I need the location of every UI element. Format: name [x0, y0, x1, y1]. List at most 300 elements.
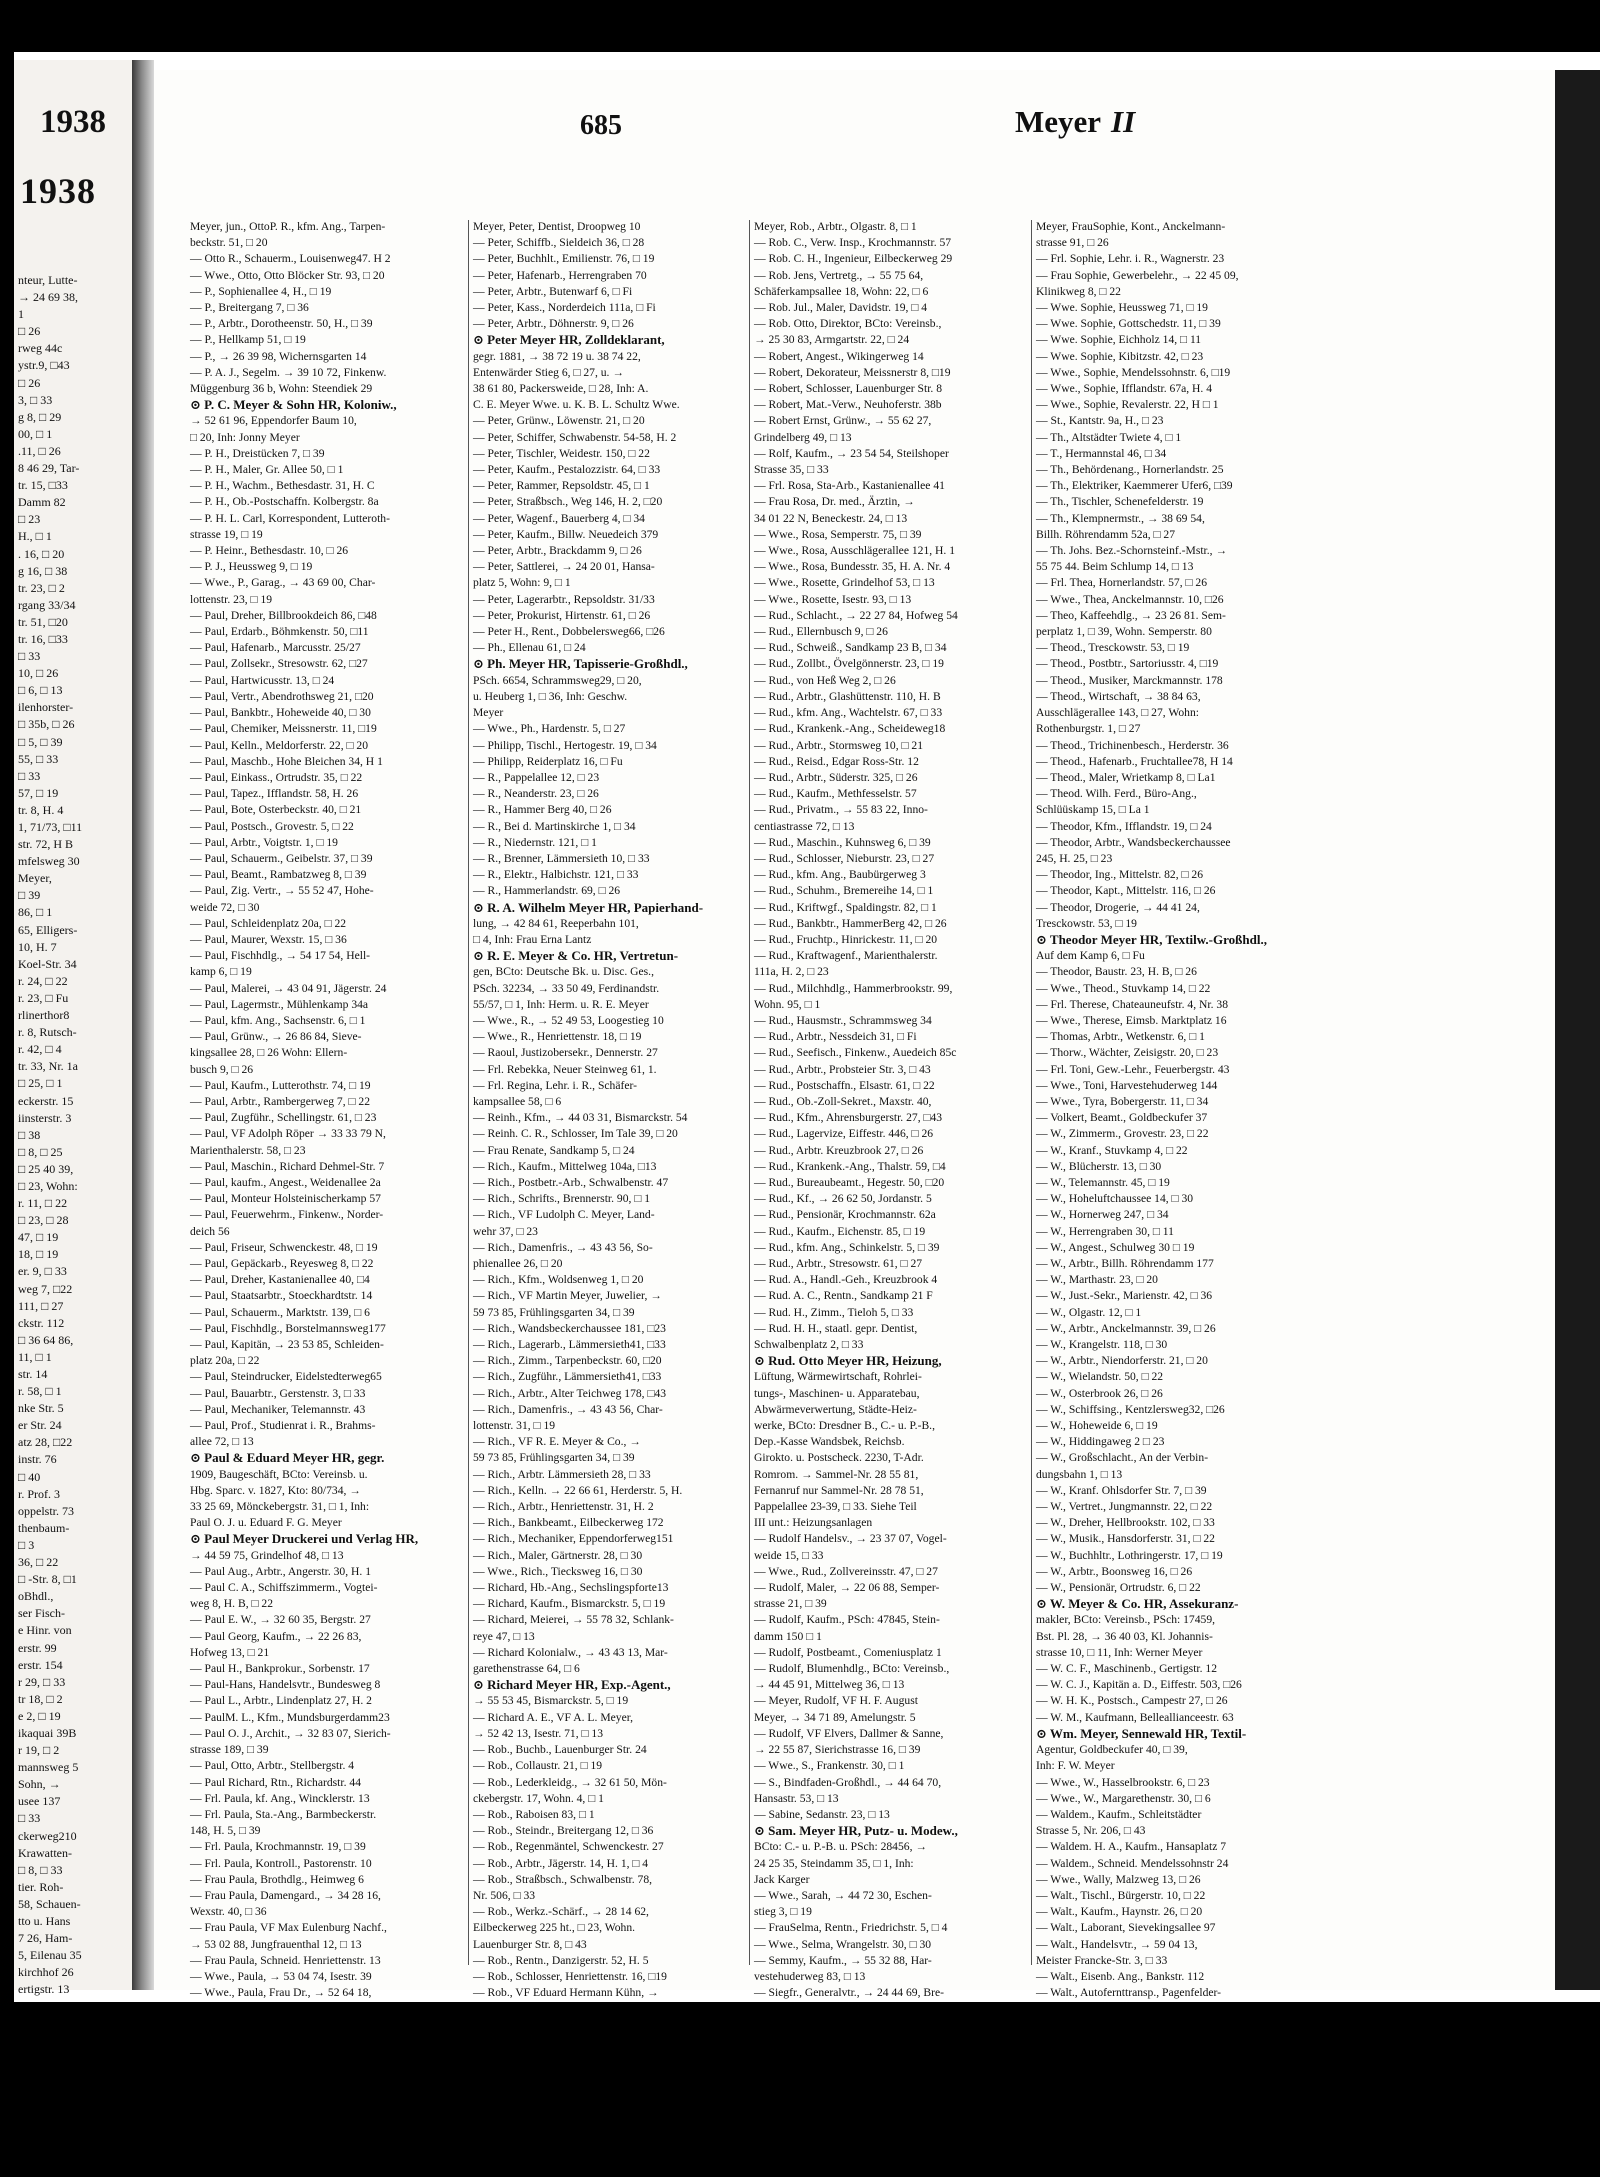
- directory-entry-line: — Peter, Arbtr., Butenwarf 6, □ Fi: [473, 284, 633, 298]
- directory-entry-line: — Philipp, Reiderplatz 16, □ Fu: [473, 754, 623, 768]
- directory-entry-line: — Walt., Handelsvtr., → 59 04 13,: [1036, 1937, 1198, 1951]
- directory-entry-line: — Wwe., Thea, Anckelmannstr. 10, □26: [1036, 592, 1224, 606]
- directory-entry-line: III unt.: Heizungsanlagen: [754, 1516, 873, 1530]
- previous-page-line: □ -Str. 8, □1: [18, 1572, 77, 1587]
- directory-entry-line: reye 47, □ 13: [473, 1629, 535, 1643]
- directory-entry-line: weg 8, H. B, □ 22: [190, 1597, 274, 1611]
- directory-entry-line: — Paul, Fischhdlg., → 54 17 54, Hell-: [190, 949, 371, 963]
- previous-page-line: 11, □ 1: [18, 1349, 52, 1364]
- previous-page-line: ilenhorster-: [18, 700, 74, 715]
- previous-page-line: Sohn, →: [18, 1777, 61, 1792]
- directory-entry-line: — Peter, Sattlerei, → 24 20 01, Hansa-: [473, 560, 655, 574]
- previous-page-line: mfelsweg 30: [18, 854, 80, 869]
- previous-page-line: 7 26, Ham-: [18, 1931, 73, 1946]
- directory-entry-line: Billh. Röhrendamm 52a, □ 27: [1036, 527, 1176, 541]
- directory-entry-line: — Peter H., Rent., Dobbelersweg66, □26: [473, 625, 665, 639]
- directory-entry-line: gegr. 1881, → 38 72 19 u. 38 74 22,: [473, 349, 641, 363]
- directory-entry-line: lung, → 42 84 61, Reeperbahn 101,: [473, 916, 639, 930]
- directory-entry-line: — Peter, Wagenf., Bauerberg 4, □ 34: [473, 511, 645, 525]
- directory-entry-line: — P. H., Wachm., Bethesdastr. 31, H. C: [190, 479, 375, 493]
- directory-entry-line: — Paul, Grünw., → 26 86 84, Sieve-: [190, 1030, 362, 1044]
- directory-entry-line: — S., Bindfaden-Großhdl., → 44 64 70,: [754, 1775, 942, 1789]
- directory-entry-line: Wexstr. 40, □ 36: [190, 1905, 267, 1919]
- previous-page-line: tr. 15, □33: [18, 478, 68, 493]
- previous-page-line: □ 3: [18, 1537, 35, 1552]
- previous-page-line: . 16, □ 20: [18, 546, 65, 561]
- directory-entry-line: — Frau Paula, Brothdlg., Heimweg 6: [190, 1872, 364, 1886]
- previous-page-line: Koel-Str. 34: [18, 956, 77, 971]
- directory-entry-line: — Rud., Hausmstr., Schrammsweg 34: [754, 1013, 932, 1027]
- previous-page-line: ckerweg210: [18, 1828, 77, 1843]
- directory-entry-line: — Rud., Arbtr. Kreuzbrook 27, □ 26: [754, 1143, 924, 1157]
- directory-entry-line: — Wwe. Sophie, Kibitzstr. 42, □ 23: [1036, 349, 1204, 363]
- directory-entry-line: — W., Krangelstr. 118, □ 30: [1036, 1338, 1168, 1352]
- directory-entry-line: — Peter, Schiffb., Sieldeich 36, □ 28: [473, 236, 645, 250]
- directory-entry-line: Abwärmeverwertung, Städte-Heiz-: [754, 1402, 917, 1416]
- directory-entry-line: — Reinh. C. R., Schlosser, Im Tale 39, □ 20: [473, 1127, 678, 1141]
- directory-entry-line: — Walt., Tischl., Bürgerstr. 10, □ 22: [1036, 1888, 1206, 1902]
- directory-entry-line: — Wwe., W., Hasselbrookstr. 6, □ 23: [1036, 1775, 1210, 1789]
- previous-page-line: ckstr. 112: [18, 1315, 65, 1330]
- directory-entry-line: — Rud., Bureaubeamt., Hegestr. 50, □20: [754, 1175, 945, 1189]
- directory-entry-line: platz 5, Wohn: 9, □ 1: [473, 576, 571, 590]
- directory-entry-line: — Paul L., Arbtr., Lindenplatz 27, H. 2: [190, 1694, 372, 1708]
- directory-entry-line: — Wwe., Sophie, Mendelssohnstr. 6, □19: [1036, 365, 1231, 379]
- directory-entry-line: — Rob., Collaustr. 21, □ 19: [473, 1759, 603, 1773]
- previous-page-line: r. 58, □ 1: [18, 1384, 62, 1399]
- previous-page-line: e 2, □ 19: [18, 1708, 61, 1723]
- directory-entry-line: — Waldem., Schneid. Mendelssohnstr 24: [1036, 1856, 1229, 1870]
- directory-entry-line: damm 150 □ 1: [754, 1629, 822, 1643]
- directory-entry-line: perplatz 1, □ 39, Wohn. Semperstr. 80: [1036, 625, 1212, 639]
- directory-entry-line: — W., Marthastr. 23, □ 20: [1036, 1273, 1158, 1287]
- directory-entry-line: — Paul, Prof., Studienrat i. R., Brahms-: [190, 1419, 376, 1433]
- directory-entry-line: Dep.-Kasse Wandsbek, Reichsb.: [754, 1435, 905, 1449]
- directory-entry-line: — Rud., Fruchtp., Hinrickestr. 11, □ 20: [754, 932, 938, 946]
- directory-entry-line: — Paul O. J., Archit., → 32 83 07, Sierich-: [190, 1726, 391, 1740]
- previous-page-line: ikaquai 39B: [18, 1725, 77, 1740]
- directory-entry-line: — PaulM. L., Kfm., Mundsburgerdamm23: [190, 1710, 390, 1724]
- directory-entry-line: — Wwe. Sophie, Heussweg 71, □ 19: [1036, 301, 1208, 315]
- directory-entry-line: — Rud., Reisd., Edgar Ross-Str. 12: [754, 754, 919, 768]
- directory-entry-line: → 22 55 87, Sierichstrasse 16, □ 39: [754, 1743, 921, 1757]
- directory-entry-line: 34 01 22 N, Beneckestr. 24, □ 13: [754, 511, 908, 525]
- previous-page-line: 18, □ 19: [18, 1247, 59, 1262]
- directory-entry-line: busch 9, □ 26: [190, 1062, 254, 1076]
- directory-entry-line: — W. C. F., Maschinenb., Gertigstr. 12: [1036, 1662, 1218, 1676]
- directory-entry-line: — W., Zimmerm., Grovestr. 23, □ 22: [1036, 1127, 1209, 1141]
- directory-entry-line: — Rud., Bankbtr., HammerBerg 42, □ 26: [754, 916, 947, 930]
- directory-entry-line: — Peter, Straßbsch., Weg 146, H. 2, □20: [473, 495, 663, 509]
- previous-page-line: 10, H. 7: [18, 939, 57, 954]
- directory-entry-line: vestehuderweg 83, □ 13: [754, 1969, 866, 1983]
- directory-entry-line: 55 75 44. Beim Schlump 14, □ 13: [1036, 560, 1194, 574]
- directory-entry-line: Agentur, Goldbeckufer 40, □ 39,: [1036, 1743, 1188, 1757]
- directory-entry-line: — Rudolf, Postbeamt., Comeniusplatz 1: [754, 1645, 942, 1659]
- directory-entry-line: — R., Elektr., Halbichstr. 121, □ 33: [473, 868, 639, 882]
- directory-entry-line: — Rich., Arbtr. Lämmersieth 28, □ 33: [473, 1467, 651, 1481]
- previous-page-line: thenbaum-: [18, 1520, 70, 1535]
- directory-entry-line: — Paul, Arbtr., Voigtstr. 1, □ 19: [190, 835, 338, 849]
- directory-entry-line: — Paul, Bauarbtr., Gerstenstr. 3, □ 33: [190, 1386, 366, 1400]
- directory-entry-line: — Wwe., R., Henriettenstr. 18, □ 19: [473, 1030, 642, 1044]
- directory-entry-line: — Th., Klempnermstr., → 38 69 54,: [1036, 511, 1205, 525]
- directory-entry-line: — Rob., Arbtr., Jägerstr. 14, H. 1, □ 4: [473, 1856, 649, 1870]
- directory-entry-line: — Paul, Einkass., Ortrudstr. 35, □ 22: [190, 770, 363, 784]
- directory-entry-line: — P. H., Dreistücken 7, □ 39: [190, 446, 325, 460]
- directory-entry-line: 55/57, □ 1, Inh: Herm. u. R. E. Meyer: [473, 997, 649, 1011]
- directory-entry-line: — Wwe., Rosette, Grindelhof 53, □ 13: [754, 576, 935, 590]
- directory-entry-line: beckstr. 51, □ 20: [190, 236, 268, 250]
- directory-entry-line: — Wwe., Theod., Stuvkamp 14, □ 22: [1036, 981, 1211, 995]
- directory-entry-line: → 53 02 88, Jungfrauenthal 12, □ 13: [190, 1937, 362, 1951]
- directory-entry-line: — Walt., Laborant, Sievekingsallee 97: [1036, 1921, 1216, 1935]
- previous-page-line: eckerstr. 15: [18, 1093, 74, 1108]
- directory-entry-line: — Paul, Maschin., Richard Dehmel-Str. 7: [190, 1159, 385, 1173]
- directory-entry-line: Strasse 35, □ 33: [754, 463, 829, 477]
- directory-entry-line: — Theodor, Arbtr., Wandsbeckerchaussee: [1036, 835, 1231, 849]
- directory-entry-line: — P. H., Maler, Gr. Allee 50, □ 1: [190, 463, 344, 477]
- directory-entry-line: □ 4, Inh: Frau Erna Lantz: [473, 932, 592, 946]
- directory-entry-line: — Meyer, Rudolf, VF H. F. August: [754, 1694, 918, 1708]
- directory-entry-line: C. E. Meyer Wwe. u. K. B. L. Schultz Wwe.: [473, 398, 680, 412]
- directory-entry-line: — Wwe. Sophie, Eichholz 14, □ 11: [1036, 333, 1202, 347]
- directory-entry-line: weide 15, □ 33: [754, 1548, 824, 1562]
- previous-page-line: r 29, □ 33: [18, 1674, 66, 1689]
- directory-entry-line: — Ph., Ellenau 61, □ 24: [473, 641, 586, 655]
- directory-entry-line: — Rud., Kfm., Ahrensburgerstr. 27, □43: [754, 1111, 943, 1125]
- previous-page-line: 65, Elligers-: [18, 922, 78, 937]
- previous-page-line: erstr. 99: [18, 1640, 57, 1655]
- directory-entry-line: — Rud. A., Handl.-Geh., Kreuzbrook 4: [754, 1273, 938, 1287]
- entry-column-2: [473, 219, 745, 2099]
- directory-entry-line: — Frau Renate, Sandkamp 5, □ 24: [473, 1143, 635, 1157]
- previous-page-line: r. 24, □ 22: [18, 973, 68, 988]
- directory-entry-line: — Frl. Rebekka, Neuer Steinweg 61, 1.: [473, 1062, 657, 1076]
- directory-entry-line: — Paul, Fischhdlg., Borstelmannsweg177: [190, 1321, 386, 1335]
- previous-page-line: H., □ 1: [18, 529, 52, 544]
- directory-entry-line: — Rich., Maler, Gärtnerstr. 28, □ 30: [473, 1548, 643, 1562]
- directory-entry-line: — Rich., Damenfris., → 43 43 56, Char-: [473, 1402, 663, 1416]
- directory-entry-line: Lauenburger Str. 8, □ 43: [473, 1937, 587, 1951]
- previous-page-line: g 16, □ 38: [18, 563, 68, 578]
- directory-entry-line: — Rud., Ob.-Zoll-Sekret., Maxstr. 40,: [754, 1094, 932, 1108]
- previous-page-line: weg 7, □22: [18, 1281, 73, 1296]
- directory-entry-line: Meyer, FrauSophie, Kont., Anckelmann-: [1036, 220, 1226, 233]
- directory-entry-line: — Rud., Lagervize, Eiffestr. 446, □ 26: [754, 1127, 934, 1141]
- directory-entry-line: — Wwe., Wally, Malzweg 13, □ 26: [1036, 1872, 1201, 1886]
- directory-entry-line: — Rich., Damenfris., → 43 43 56, So-: [473, 1240, 653, 1254]
- directory-entry-line: — Theod., Postbtr., Sartoriusstr. 4, □19: [1036, 657, 1219, 671]
- firm-entry-line: ⊙ Sam. Meyer HR, Putz- u. Modew.,: [754, 1823, 958, 1839]
- directory-entry-line: Lüftung, Wärmewirtschaft, Rohrlei-: [754, 1370, 922, 1384]
- directory-entry-line: — Rob., Lederkleidg., → 32 61 50, Mön-: [473, 1775, 667, 1789]
- directory-entry-line: — Rich., Kelln. → 22 66 61, Herderstr. 5, H.: [473, 1483, 683, 1497]
- directory-entry-line: — Peter, Tischler, Weidestr. 150, □ 22: [473, 446, 650, 460]
- directory-entry-line: — Rolf, Kaufm., → 23 54 54, Steilshoper: [754, 446, 949, 460]
- entry-column-1: [190, 219, 462, 2115]
- directory-entry-line: — Wwe., S., Frankenstr. 30, □ 1: [754, 1759, 905, 1773]
- directory-entry-line: — Rud. A. C., Rentn., Sandkamp 21 F: [754, 1289, 933, 1303]
- directory-entry-line: — Wwe., Sophie, Revalerstr. 22, H □ 1: [1036, 398, 1219, 412]
- previous-page-line: □ 36 64 86,: [18, 1332, 74, 1347]
- directory-entry-line: — Frl. Toni, Gew.-Lehr., Feuerbergstr. 43: [1036, 1062, 1230, 1076]
- directory-entry-line: Meister Francke-Str. 3, □ 33: [1036, 1953, 1168, 1967]
- previous-page-line: rgang 33/34: [18, 597, 76, 612]
- previous-page-line: ertigstr. 13: [18, 1982, 70, 1997]
- directory-entry-line: — P., Sophienallee 4, H., □ 19: [190, 284, 332, 298]
- directory-entry-line: — Peter, Kaufm., Billw. Neuedeich 379: [473, 527, 659, 541]
- directory-entry-line: — Paul, VF Adolph Röper → 33 33 79 N,: [190, 1127, 386, 1141]
- directory-entry-line: Klinikweg 8, □ 22: [1036, 284, 1121, 298]
- directory-entry-line: Nr. 506, □ 33: [473, 1888, 536, 1902]
- previous-page-line: atz 28, □22: [18, 1435, 73, 1450]
- firm-entry-line: ⊙ R. A. Wilhelm Meyer HR, Papierhand-: [473, 899, 704, 915]
- book-gutter: [132, 60, 154, 1990]
- directory-entry-line: — Paul, Postsch., Grovestr. 5, □ 22: [190, 819, 354, 833]
- directory-entry-line: — Theod., Trichinenbesch., Herderstr. 36: [1036, 738, 1229, 752]
- directory-entry-line: — Rich., Arbtr., Henriettenstr. 31, H. 2: [473, 1500, 654, 1514]
- directory-entry-line: tungs-, Maschinen- u. Apparatebau,: [754, 1386, 920, 1400]
- directory-entry-line: — Rich., Kaufm., Mittelweg 104a, □13: [473, 1159, 657, 1173]
- directory-entry-line: — W., Musik., Hansdorferstr. 31, □ 22: [1036, 1532, 1215, 1546]
- previous-page-line: □ 6, □ 13: [18, 683, 63, 698]
- directory-entry-line: — Paul, Malerei, → 43 04 91, Jägerstr. 24: [190, 981, 387, 995]
- directory-entry-line: — Frl. Paula, Sta.-Ang., Barmbeckerstr.: [190, 1807, 377, 1821]
- directory-entry-line: — Volkert, Beamt., Goldbeckufer 37: [1036, 1111, 1208, 1125]
- directory-entry-line: — Paul, Hafenarb., Marcusstr. 25/27: [190, 641, 361, 655]
- directory-entry-line: — W., Herrengraben 30, □ 11: [1036, 1224, 1174, 1238]
- directory-entry-line: — Paul, Maschb., Hohe Bleichen 34, H 1: [190, 754, 383, 768]
- directory-entry-line: — Frl. Sophie, Lehr. i. R., Wagnerstr. 23: [1036, 252, 1225, 266]
- directory-entry-line: — Paul Richard, Rtn., Richardstr. 44: [190, 1775, 361, 1789]
- directory-entry-line: u. Heuberg 1, □ 36, Inh: Geschw.: [473, 689, 628, 703]
- directory-entry-line: — Rob. C., Verw. Insp., Krochmannstr. 57: [754, 236, 952, 250]
- previous-page-line: r. 11, □ 22: [18, 1196, 68, 1211]
- directory-entry-line: Hbg. Sparc. v. 1827, Kto: 80/734, →: [190, 1483, 361, 1497]
- directory-entry-line: — Richard, Meierei, → 55 78 32, Schlank-: [473, 1613, 674, 1627]
- directory-entry-line: — Paul, Chemiker, Meissnerstr. 11, □19: [190, 722, 377, 736]
- directory-entry-line: — Frl. Thea, Hornerlandstr. 57, □ 26: [1036, 576, 1208, 590]
- directory-entry-line: — R., Pappelallee 12, □ 23: [473, 770, 600, 784]
- previous-page-line: 111, □ 27: [18, 1298, 64, 1313]
- previous-page-line: Meyer,: [18, 871, 52, 886]
- directory-entry-line: — W., Olgastr. 12, □ 1: [1036, 1305, 1142, 1319]
- directory-entry-line: strasse 19, □ 19: [190, 527, 263, 541]
- previous-page-line: 36, □ 22: [18, 1555, 59, 1570]
- directory-entry-line: — Rich., Postbetr.-Arb., Schwalbenstr. 47: [473, 1175, 669, 1189]
- directory-entry-line: PSch. 32234, → 33 50 49, Ferdinandstr.: [473, 981, 660, 995]
- directory-entry-line: werke, BCto: Dresdner B., C.- u. P.-B.,: [754, 1419, 935, 1433]
- directory-entry-line: — Rud., Seefisch., Finkenw., Auedeich 85c: [754, 1046, 957, 1060]
- directory-entry-line: — Paul, Friseur, Schwenckestr. 48, □ 19: [190, 1240, 378, 1254]
- previous-page-line: tr. 16, □33: [18, 631, 68, 646]
- directory-entry-line: — W., Kranf. Ohlsdorfer Str. 7, □ 39: [1036, 1483, 1207, 1497]
- directory-entry-line: — Rich., VF Ludolph C. Meyer, Land-: [473, 1208, 655, 1222]
- directory-entry-line: — Frl. Paula, Kontroll., Pastorenstr. 10: [190, 1856, 372, 1870]
- directory-entry-line: — Rich., Bankbeamt., Eilbeckerweg 172: [473, 1516, 664, 1530]
- directory-entry-line: — P., Arbtr., Dorotheenstr. 50, H., □ 39: [190, 317, 373, 331]
- directory-entry-line: — Richard, Hb.-Ang., Sechslingspforte13: [473, 1581, 669, 1595]
- previous-page-line: ser Fisch-: [18, 1606, 65, 1621]
- directory-entry-line: — Rob., Regenmäntel, Schwenckestr. 27: [473, 1840, 664, 1854]
- directory-entry-line: — Theodor, Baustr. 23, H. B, □ 26: [1036, 965, 1197, 979]
- directory-entry-line: — Wwe., Sophie, Ifflandstr. 67a, H. 4: [1036, 382, 1213, 396]
- previous-page-line: □ 5, □ 39: [18, 734, 63, 749]
- directory-entry-line: — Theodor, Kfm., Ifflandstr. 19, □ 24: [1036, 819, 1212, 833]
- directory-entry-line: Schlüüskamp 15, □ La 1: [1036, 803, 1150, 817]
- previous-page-line: tr. 8, H. 4: [18, 802, 64, 817]
- directory-entry-line: stieg 3, □ 19: [754, 1905, 812, 1919]
- previous-page-line: mannsweg 5: [18, 1760, 79, 1775]
- directory-entry-line: — P., Hellkamp 51, □ 19: [190, 333, 306, 347]
- directory-entry-line: — Frl. Paula, Krochmannstr. 19, □ 39: [190, 1840, 366, 1854]
- directory-entry-line: — Frl. Rosa, Sta-Arb., Kastanienallee 41: [754, 479, 945, 493]
- directory-entry-line: — Siegfr., Generalvtr., → 24 44 69, Bre-: [754, 1986, 944, 2000]
- previous-page-line: r. 42, □ 4: [18, 1042, 62, 1057]
- directory-entry-line: — Peter, Buchhlt., Emilienstr. 76, □ 19: [473, 252, 655, 266]
- directory-entry-line: — Rud., kfm. Ang., Wachtelstr. 67, □ 33: [754, 706, 943, 720]
- directory-entry-line: Entenwärder Stieg 6, □ 27, u. →: [473, 365, 624, 379]
- directory-entry-line: — Waldem. H. A., Kaufm., Hansaplatz 7: [1036, 1840, 1227, 1854]
- previous-page-line: 86, □ 1: [18, 905, 53, 920]
- directory-entry-line: — W., Dreher, Hellbrookstr. 102, □ 33: [1036, 1516, 1215, 1530]
- previous-page-line: str. 14: [18, 1367, 48, 1381]
- directory-entry-line: — Paul, Kapitän, → 23 53 85, Schleiden-: [190, 1338, 384, 1352]
- directory-entry-line: — W., Angest., Schulweg 30 □ 19: [1036, 1240, 1195, 1254]
- directory-entry-line: → 44 45 91, Mittelweg 36, □ 13: [754, 1678, 905, 1692]
- running-head: [1015, 104, 1135, 140]
- directory-entry-line: Rothenburgstr. 1, □ 27: [1036, 722, 1141, 736]
- directory-entry-line: — Paul, Erdarb., Böhmkenstr. 50, □11: [190, 625, 369, 639]
- directory-entry-line: — Paul, Schauerm., Marktstr. 139, □ 6: [190, 1305, 370, 1319]
- previous-page-line: tr. 33, Nr. 1a: [18, 1059, 78, 1074]
- previous-page-line: r. 23, □ Fu: [18, 990, 69, 1005]
- directory-entry-line: Meyer: [473, 706, 504, 720]
- previous-page-line: tr. 23, □ 2: [18, 580, 65, 595]
- directory-entry-line: — Rob. C. H., Ingenieur, Eilbeckerweg 29: [754, 252, 953, 266]
- directory-entry-line: — Sabine, Sedanstr. 23, □ 13: [754, 1807, 890, 1821]
- directory-entry-line: — P. Heinr., Bethesdastr. 10, □ 26: [190, 544, 349, 558]
- previous-page-line: □ 23, Wohn:: [18, 1178, 78, 1193]
- directory-entry-line: — Rud., Privatm., → 55 83 22, Inno-: [754, 803, 928, 817]
- previous-page-line: str. 72, H B: [18, 837, 74, 852]
- scan-border-bottom: [0, 2002, 1600, 2177]
- directory-entry-line: strasse 189, □ 39: [190, 1743, 269, 1757]
- previous-page-line: □ 33: [18, 649, 41, 664]
- directory-entry-line: — P., Breitergang 7, □ 36: [190, 301, 309, 315]
- directory-entry-line: — Paul, Zollsekr., Stresowstr. 62, □27: [190, 657, 368, 671]
- directory-entry-line: Romrom. → Sammel-Nr. 28 55 81,: [754, 1467, 919, 1481]
- running-head-surname: Meyer: [1015, 104, 1102, 139]
- previous-page-year: 1938: [20, 171, 96, 211]
- page-number: 685: [580, 110, 622, 141]
- directory-entry-line: — Wwe., Rich., Tiecksweg 16, □ 30: [473, 1564, 643, 1578]
- previous-page-line: tto u. Hans: [18, 1914, 71, 1928]
- previous-page-line: usee 137: [18, 1794, 61, 1809]
- directory-entry-line: — Wwe., Rud., Zollvereinsstr. 47, □ 27: [754, 1564, 938, 1578]
- directory-entry-line: — Paul, Arbtr., Rambergerweg 7, □ 22: [190, 1094, 371, 1108]
- firm-entry-line: ⊙ Theodor Meyer HR, Textilw.-Großhdl.,: [1036, 931, 1267, 947]
- previous-page-line: □ 38: [18, 1127, 41, 1142]
- previous-page-line: □ 39: [18, 888, 41, 903]
- directory-entry-line: — Rudolf Handelsv., → 23 37 07, Vogel-: [754, 1532, 947, 1546]
- directory-entry-line: — Rich., Schrifts., Brennerstr. 90, □ 1: [473, 1192, 651, 1206]
- directory-entry-line: — Peter, Hafenarb., Herrengraben 70: [473, 268, 647, 282]
- directory-entry-line: — Paul, Kelln., Meldorferstr. 22, □ 20: [190, 738, 368, 752]
- directory-entry-line: — Paul, Monteur Holsteinischerkamp 57: [190, 1192, 381, 1206]
- directory-entry-line: — Rob. Jul., Maler, Davidstr. 19, □ 4: [754, 301, 928, 315]
- previous-page-line: nke Str. 5: [18, 1401, 64, 1416]
- directory-entry-line: — Paul, Dreher, Kastanienallee 40, □4: [190, 1273, 370, 1287]
- directory-entry-line: — Rud., Pensionär, Krochmannstr. 62a: [754, 1208, 936, 1222]
- previous-page-line: rweg 44c: [18, 341, 63, 356]
- previous-page-line: tr 18, □ 2: [18, 1691, 63, 1706]
- directory-entry-line: Wohn. 95, □ 1: [754, 997, 821, 1011]
- directory-entry-line: — Robert, Dekorateur, Meissnerstr 8, □19: [754, 365, 951, 379]
- directory-entry-line: — W., Hornerweg 247, □ 34: [1036, 1208, 1169, 1222]
- firm-entry-line: ⊙ Paul & Eduard Meyer HR, gegr.: [190, 1450, 385, 1466]
- directory-entry-line: — Rud., Kriftwgf., Spaldingstr. 82, □ 1: [754, 900, 937, 914]
- directory-entry-line: — W., Hoheluftchaussee 14, □ 30: [1036, 1192, 1194, 1206]
- directory-entry-line: Hansastr. 53, □ 13: [754, 1791, 839, 1805]
- directory-entry-line: — Rud., Kaufm., Methfesselstr. 57: [754, 787, 917, 801]
- directory-entry-line: — W., Hoheweide 6, □ 19: [1036, 1419, 1158, 1433]
- directory-entry-line: — W. M., Kaufmann, Belleallianceestr. 63: [1036, 1710, 1234, 1724]
- directory-entry-line: — Rudolf, Maler, → 22 06 88, Semper-: [754, 1581, 940, 1595]
- directory-entry-line: — Paul, Mechaniker, Telemannstr. 43: [190, 1402, 366, 1416]
- running-head-volume: II: [1111, 104, 1136, 139]
- directory-entry-line: □ 20, Inh: Jonny Meyer: [190, 430, 300, 444]
- directory-entry-line: — Paul, Tapez., Ifflandstr. 58, H. 26: [190, 787, 359, 801]
- scan-border-right: [1555, 70, 1600, 1990]
- directory-entry-line: makler, BCto: Vereinsb., PSch: 17459,: [1036, 1613, 1216, 1627]
- directory-entry-line: centiastrasse 72, □ 13: [754, 819, 855, 833]
- directory-entry-line: — Paul, Bote, Osterbeckstr. 40, □ 21: [190, 803, 362, 817]
- directory-entry-line: — T., Hermannstal 46, □ 34: [1036, 446, 1167, 460]
- directory-entry-line: — Wwe., R., → 52 49 53, Loogestieg 10: [473, 1013, 664, 1027]
- scan-border-left: [0, 52, 14, 2002]
- previous-page-line: erstr. 154: [18, 1657, 63, 1672]
- directory-entry-line: — Wwe., Rosa, Ausschlägerallee 121, H. 1: [754, 544, 956, 558]
- directory-entry-line: — Frl. Therese, Chateauneufstr. 4, Nr. 38: [1036, 997, 1229, 1011]
- directory-entry-line: — Wwe., Rosa, Semperstr. 75, □ 39: [754, 527, 922, 541]
- directory-entry-line: — W., Schiffsing., Kentzlersweg32, □26: [1036, 1402, 1225, 1416]
- previous-page-line: □ 23: [18, 512, 41, 527]
- directory-entry-line: — W., Just.-Sekr., Marienstr. 42, □ 36: [1036, 1289, 1213, 1303]
- directory-entry-line: — Paul, Otto, Arbtr., Stellbergstr. 4: [190, 1759, 355, 1773]
- directory-entry-line: — Peter, Lagerarbtr., Repsoldstr. 31/33: [473, 592, 655, 606]
- entry-column-4: [1036, 219, 1308, 2131]
- directory-entry-line: 111a, H. 2, □ 23: [754, 965, 829, 979]
- directory-entry-line: — Wwe., Paula, Frau Dr., → 52 64 18,: [190, 1986, 372, 2000]
- directory-entry-line: Auf dem Kamp 6, □ Fu: [1036, 949, 1145, 963]
- previous-page-line: □ 23, □ 28: [18, 1213, 69, 1228]
- directory-entry-line: — P. H. L. Carl, Korrespondent, Lutteroth-: [190, 511, 390, 525]
- directory-entry-line: — Wwe., Sarah, → 44 72 30, Eschen-: [754, 1888, 932, 1902]
- firm-entry-line: ⊙ Rud. Otto Meyer HR, Heizung,: [754, 1353, 942, 1369]
- directory-entry-line: Ausschlägerallee 143, □ 27, Wohn:: [1036, 706, 1199, 720]
- directory-entry-line: — Rob., Buchb., Lauenburger Str. 24: [473, 1743, 647, 1757]
- directory-entry-line: — Rud., Arbtr., Süderstr. 325, □ 26: [754, 770, 918, 784]
- directory-entry-line: — Peter, Kass., Norderdeich 111a, □ Fi: [473, 301, 656, 315]
- directory-entry-line: — W., Großschlacht., An der Verbin-: [1036, 1451, 1209, 1465]
- directory-entry-line: — Otto R., Schauerm., Louisenweg47. H 2: [190, 252, 391, 266]
- directory-entry-line: — Philipp, Tischl., Hertogestr. 19, □ 34: [473, 738, 657, 752]
- directory-entry-line: — Wwe., Toni, Harvestehuderweg 144: [1036, 1078, 1218, 1092]
- directory-entry-line: — W., Pensionär, Ortrudstr. 6, □ 22: [1036, 1581, 1201, 1595]
- directory-entry-line: — Paul, Staatsarbtr., Stoeckhardtstr. 14: [190, 1289, 373, 1303]
